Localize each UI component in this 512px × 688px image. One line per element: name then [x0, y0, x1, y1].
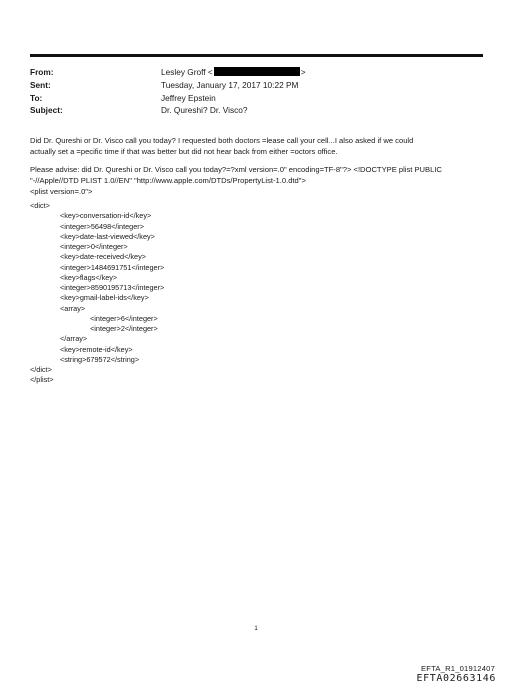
from-label: From: — [30, 67, 54, 77]
header-rule — [30, 54, 483, 57]
plist-line: <key>gmail-label-ids</key> — [60, 293, 149, 303]
body-line: actually set a =pecific time if that was better but did not hear back from either =octors office. — [30, 147, 338, 157]
to-row — [30, 92, 480, 105]
from-value — [161, 66, 306, 79]
plist-line: <integer>6</integer> — [90, 313, 158, 323]
plist-line: </dict> — [30, 365, 52, 374]
from-name: Lesley Groff < — [161, 67, 213, 77]
plist-line: <string>679572</string> — [60, 354, 140, 364]
subject-row — [30, 104, 480, 117]
plist-line: <integer>2</integer> — [90, 324, 158, 333]
plist-line: <integer>56498</integer> — [60, 221, 144, 231]
body-paragraph-2 — [30, 164, 482, 197]
plist-line: <key>conversation-id</key> — [60, 211, 152, 221]
subject-value: Dr. Qureshi? Dr. Visco? — [161, 105, 248, 116]
plist-line: </plist> — [30, 375, 54, 385]
to-value: Jeffrey Epstein — [161, 92, 216, 103]
plist-line: <integer>1484691751</integer> — [60, 262, 165, 272]
plist-line: <array> — [60, 303, 86, 313]
plist-line: </array> — [60, 334, 88, 344]
to-label: To: — [30, 92, 43, 103]
subject-label: Subject: — [30, 105, 63, 116]
bates-number-secondary: EFTA02663146 — [416, 673, 496, 684]
plist-line: <key>date-last-viewed</key> — [60, 231, 155, 241]
sent-row — [30, 79, 480, 92]
from-row — [30, 66, 480, 79]
redaction-block — [214, 67, 300, 76]
page-number: 1 — [254, 625, 258, 632]
body-paragraph-1 — [30, 135, 482, 157]
plist-line: <key>date-received</key> — [60, 252, 146, 262]
plist-line: <key>remote-id</key> — [60, 344, 133, 354]
plist-line: <key>flags</key> — [60, 272, 118, 282]
body-line: <plist version=.0"> — [30, 187, 93, 197]
plist-line: <integer>0</integer> — [60, 242, 128, 251]
from-end: > — [300, 67, 306, 77]
email-body — [30, 135, 482, 204]
sent-label: Sent: — [30, 79, 51, 90]
plist-line: <dict> — [30, 201, 50, 210]
bates-number-primary: EFTA_R1_01912407 — [421, 664, 495, 673]
plist-block — [30, 201, 164, 386]
body-line: Did Dr. Qureshi or Dr. Visco call you today? I requested both doctors =lease call your cell...I also asked if we could — [30, 136, 414, 145]
body-line: Please advise: did Dr. Qureshi or Dr. Visco call you today?=?xml version=.0" encoding=TF-8"?> <!DOCTYPE plist PUBLIC — [30, 165, 442, 175]
plist-line: <integer>8590195713</integer> — [60, 283, 165, 292]
email-header — [30, 66, 480, 117]
sent-value: Tuesday, January 17, 2017 10:22 PM — [161, 79, 299, 90]
body-line: "-//Apple//DTD PLIST 1.0//EN" "http://www.apple.com/DTDs/PropertyList-1.0.dtd"> — [30, 176, 306, 186]
